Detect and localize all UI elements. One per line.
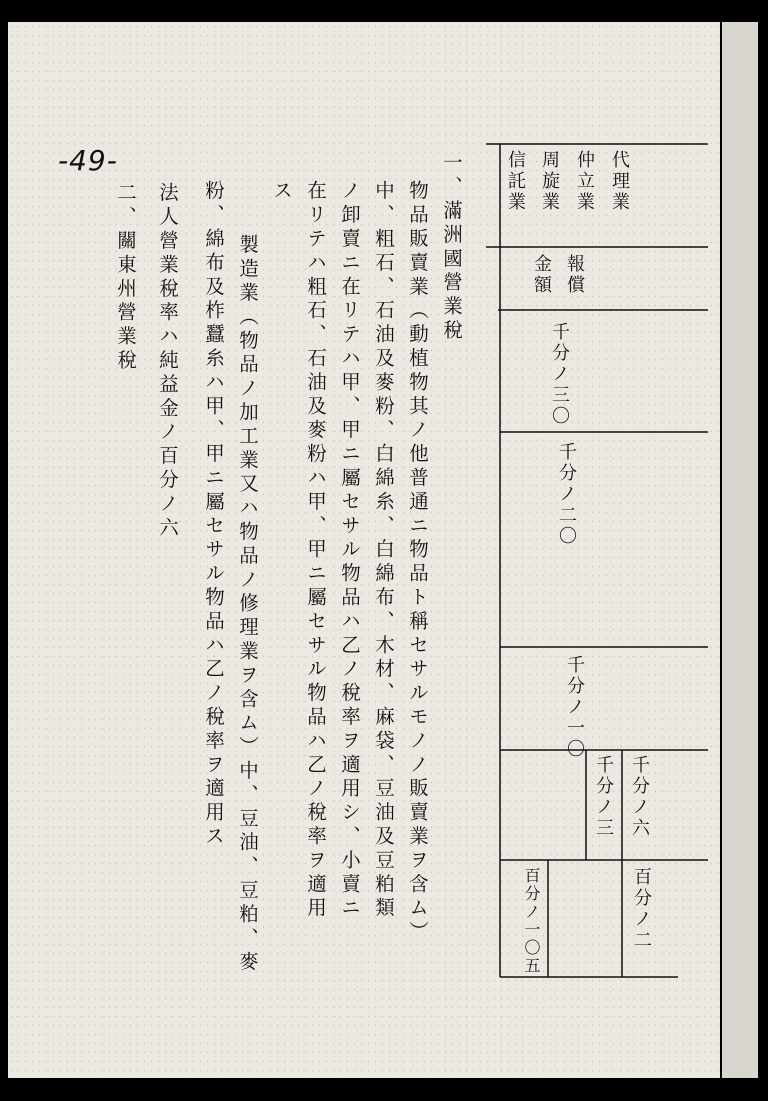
header-mediation: 周旋業 (539, 150, 560, 213)
page-number: -49- (58, 144, 118, 177)
rate-cell-5b: 百分ノ一〇五 (522, 867, 541, 975)
rate-cell-4a: 千分ノ六 (629, 755, 650, 839)
document-page (8, 22, 720, 1078)
body-line-3: ノ卸賣ニ在リテハ甲、甲ニ屬セサル物品ハ乙ノ稅率ヲ適用シ、小賣ニ (338, 180, 361, 921)
section-heading-manchukuo: 一、滿洲國營業稅 (440, 152, 463, 344)
body-line-7: 粉、綿布及柞蠶糸ハ甲、甲ニ屬セサル物品ハ乙ノ稅率ヲ適用ス (202, 180, 225, 850)
body-line-6: 製造業（物品ノ加工業又ハ物品ノ修理業ヲ含ム）中、豆油、豆粕、麥 (236, 234, 259, 975)
rate-cell-5a: 百分ノ二 (631, 867, 652, 951)
rate-cell-1: 千分ノ三〇 (549, 322, 570, 427)
rate-cell-3: 千分ノ一〇 (564, 655, 585, 760)
page-edge (722, 22, 758, 1078)
body-line-4: 在リテハ粗石、石油及麥粉ハ甲、甲ニ屬セサル物品ハ乙ノ稅率ヲ適用 (304, 180, 327, 921)
header-compensation: 報償 (564, 254, 585, 296)
header-trust: 信託業 (505, 150, 526, 213)
body-line-2: 中、粗石、石油及麥粉、白綿糸、白綿布、木材、麻袋、豆油及豆粕類 (372, 180, 395, 921)
header-agency: 代理業 (609, 150, 630, 213)
body-line-5: ス (270, 180, 293, 204)
rate-cell-4b: 千分ノ三 (593, 755, 614, 839)
body-line-8: 法人營業稅率ハ純益金ノ百分ノ六 (156, 182, 179, 541)
header-brokerage: 仲立業 (574, 150, 595, 213)
header-amount: 金額 (531, 254, 552, 296)
section-heading-kwantung: 二、關東州營業稅 (114, 182, 137, 374)
rate-cell-2: 千分ノ二〇 (556, 442, 577, 547)
body-line-1: 物品販賣業（動植物其ノ他普通ニ物品ト稱セサルモノノ販賣業ヲ含ム） (406, 180, 429, 945)
